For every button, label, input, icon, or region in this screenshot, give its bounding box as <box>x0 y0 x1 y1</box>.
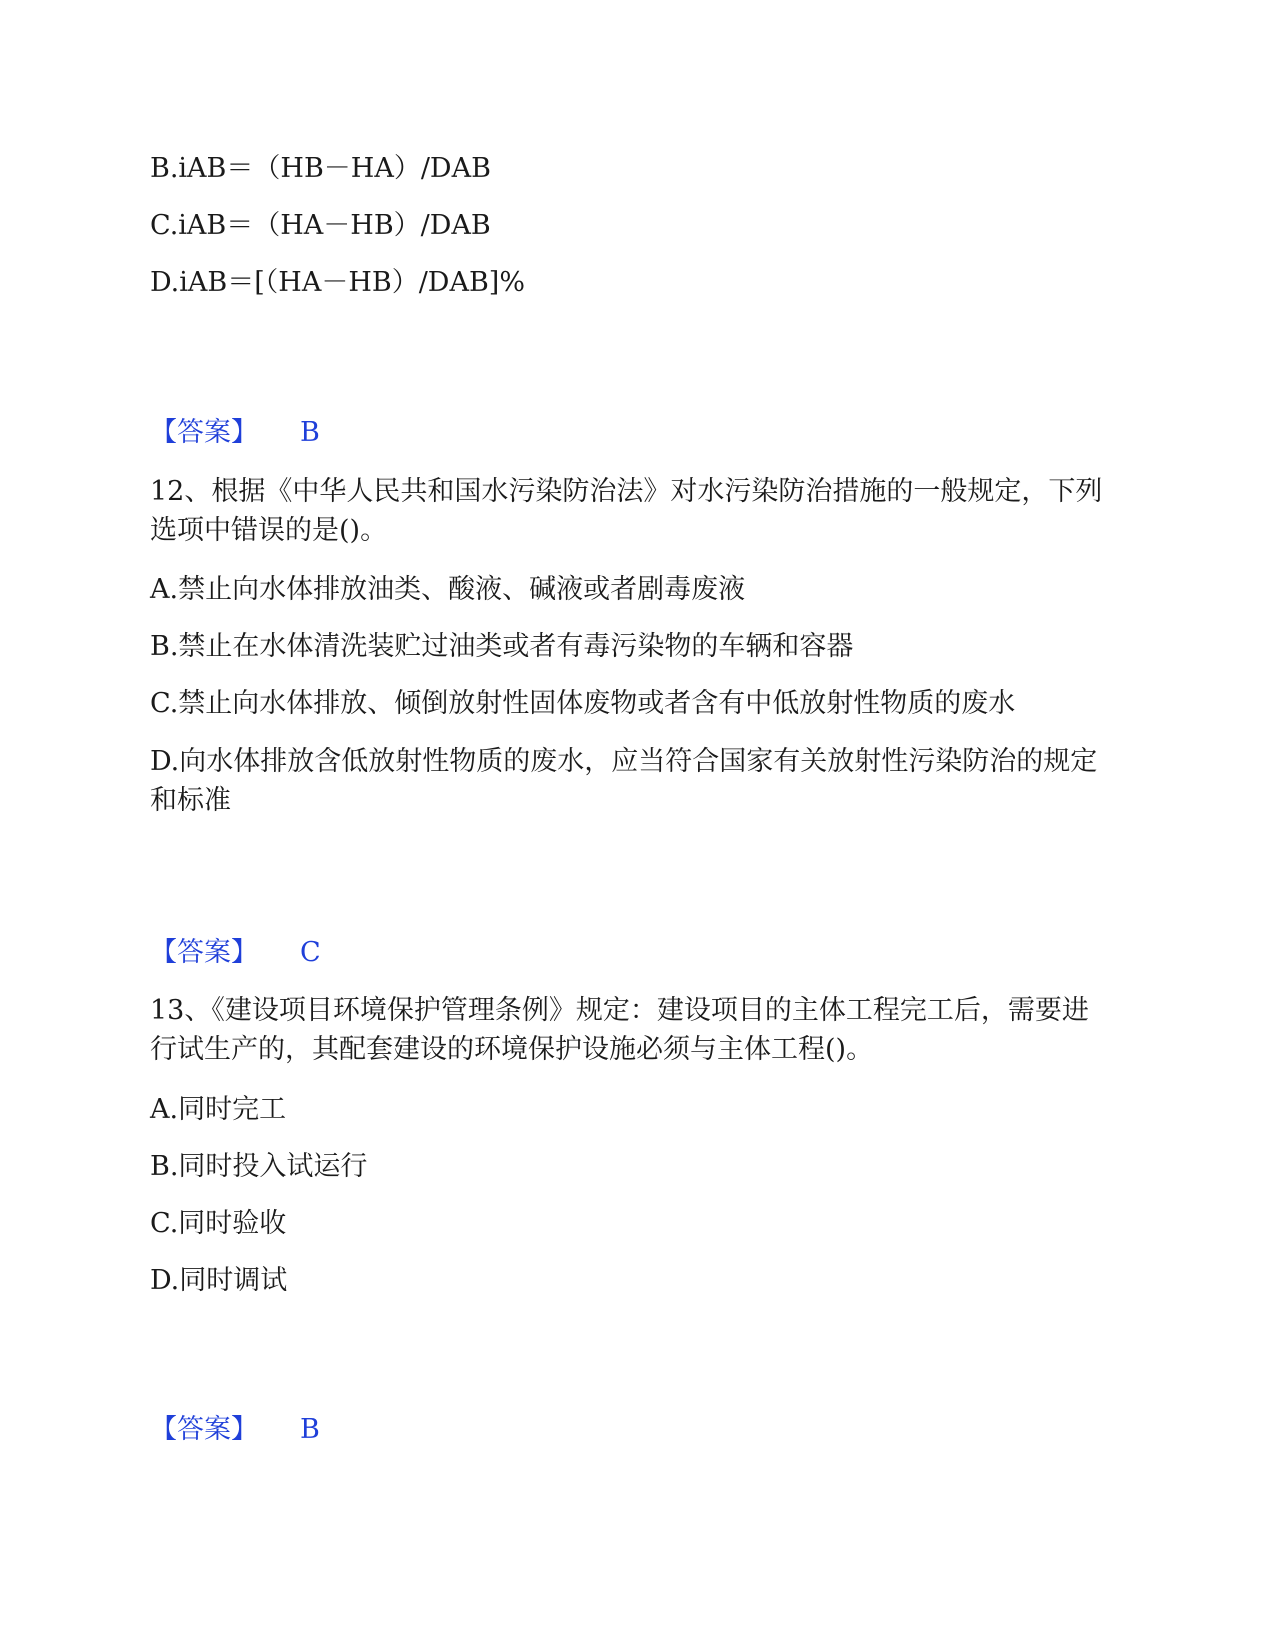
q12-answer <box>150 934 321 972</box>
q11-option-c: C.iAB＝（HA－HB）/DAB <box>150 210 491 241</box>
q11-option-b: B.iAB＝（HB－HA）/DAB <box>150 153 491 184</box>
answer-value: C <box>300 937 321 968</box>
answer-label: 【答案】 <box>150 1414 258 1445</box>
answer-value: B <box>300 1414 320 1445</box>
q13-option-a: A.同时完工 <box>150 1094 287 1125</box>
q12-option-b: B.禁止在水体清洗装贮过油类或者有毒污染物的车辆和容器 <box>150 631 854 662</box>
q11-option-d: D.iAB＝[（HA－HB）/DAB]% <box>150 267 525 298</box>
q13-question: 13、《建设项目环境保护管理条例》规定：建设项目的主体工程完工后，需要进行试生产的，其配套建设的环境保护设施必须与主体工程()。 <box>150 995 1089 1065</box>
answer-value: B <box>300 417 320 448</box>
answer-label: 【答案】 <box>150 417 258 448</box>
q13-answer <box>150 1411 320 1449</box>
q12-option-c: C.禁止向水体排放、倾倒放射性固体废物或者含有中低放射性物质的废水 <box>150 688 1016 719</box>
answer-label: 【答案】 <box>150 937 258 968</box>
q13-option-c: C.同时验收 <box>150 1208 287 1239</box>
q11-answer <box>150 414 320 452</box>
q12-question: 12、根据《中华人民共和国水污染防治法》对水污染防治措施的一般规定，下列选项中错误的是()。 <box>150 476 1103 546</box>
q13-option-b: B.同时投入试运行 <box>150 1151 368 1182</box>
q12-option-d: D.向水体排放含低放射性物质的废水，应当符合国家有关放射性污染防治的规定和标准 <box>150 746 1098 816</box>
q13-option-d: D.同时调试 <box>150 1265 288 1296</box>
q12-option-a: A.禁止向水体排放油类、酸液、碱液或者剧毒废液 <box>150 574 746 605</box>
